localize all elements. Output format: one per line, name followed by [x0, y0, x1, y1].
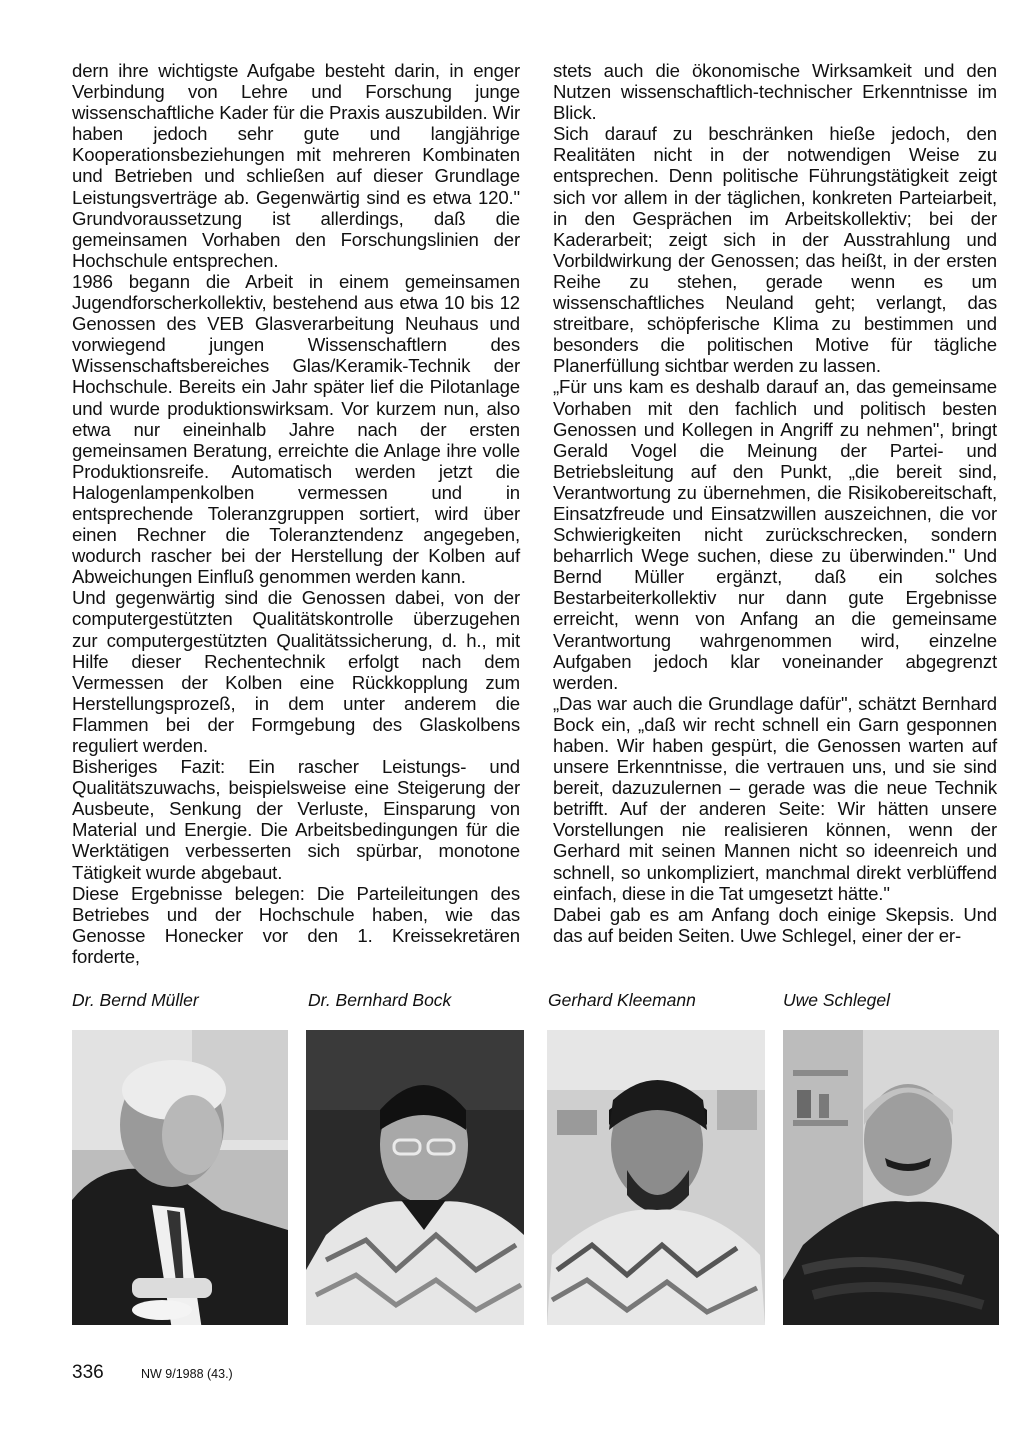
page-number: 336 — [72, 1362, 104, 1383]
portrait-caption: Gerhard Kleemann — [548, 990, 696, 1010]
left-text-column — [72, 60, 520, 967]
portrait-photo — [547, 1030, 765, 1325]
paragraph: 1986 begann die Arbeit in einem gemeinsamen Jugendforscherkollektiv, bestehend aus etwa 10 bis 12 Genossen des VEB Glasverarbeitung Neuhaus und vorwiegend jungen Wissenschaftlern des Wissenschaftsbereiches Glas/Keramik-Technik der Hochschule. Bereits ein Jahr später lief die Pilotanlage und wurde produktionswirksam. Vor kurzem nun, also etwa nur eineinhalb Jahre nach der ersten gemeinsamen Beratung, erreichte die Anlage ihre volle Produktionsreife. Automatisch werden jetzt die Halogenlampenkolben vermessen und in entsprechende Toleranzgruppen sortiert, wird über einen Rechner die Toleranztendenz angegeben, wodurch rascher bei der Herstellung der Kolben auf Abweichungen Einfluß genommen werden kann. — [72, 270, 520, 588]
portrait-photo — [306, 1030, 524, 1325]
portrait-photo — [72, 1030, 288, 1325]
paragraph: Dabei gab es am Anfang doch einige Skepsis. Und das auf beiden Seiten. Uwe Schlegel, einer der er- — [553, 903, 997, 946]
paragraph: „Das war auch die Grundlage dafür", schätzt Bernhard Bock ein, „daß wir recht schnell ein Garn gesponnen haben. Wir haben gespürt, die Genossen warten auf unsere Erkenntnisse, die vertrauen uns, und sie sind bereit, dazuzulernen – gerade was die neue Technik betrifft. Auf der anderen Seite: Wir hätten unsere Vorstellungen nie realisieren können, wenn der Gerhard mit seinen Mannen nicht so ideenreich und schnell, so unkompliziert, manchmal direkt verblüffend einfach, diese in die Tat umgesetzt hätte." — [553, 692, 997, 904]
paragraph: Bisheriges Fazit: Ein rascher Leistungs- und Qualitätszuwachs, beispielsweise eine Steigerung der Ausbeute, Senkung der Verluste, Einsparung von Material und Energie. Die Arbeitsbedingungen für die Werktätigen verbesserten sich spürbar, monotone Tätigkeit wurde abgebaut. — [72, 756, 520, 883]
paragraph: Diese Ergebnisse belegen: Die Parteileitungen des Betriebes und der Hochschule haben, wie das Genosse Honecker vor den 1. Kreissekretären forderte, — [72, 882, 520, 967]
paragraph: dern ihre wichtigste Aufgabe besteht darin, in enger Verbindung von Lehre und Forschung junge wissenschaftliche Kader für die Praxis auszubilden. Wir haben jedoch sehr gute und langjährige Kooperationsbeziehungen mit mehreren Kombinaten und Betrieben und schließen auf dieser Grundlage Leistungsverträge ab. Gegenwärtig sind es etwa 120." Grundvoraussetzung ist allerdings, daß die gemeinsamen Vorhaben den Forschungslinien der Hochschule entsprechen. — [72, 60, 520, 271]
paragraph: Und gegenwärtig sind die Genossen dabei, von der computergestützten Qualitätskontrolle überzugehen zur computergestützten Qualitätssicherung, d. h., mit Hilfe dieser Rechentechnik erfolgt nach dem Vermessen der Kolben eine Rückkopplung zum Herstellungsprozeß, in dem unter anderem die Flammen bei der Formgebung des Glaskolbens reguliert werden. — [72, 587, 520, 756]
portrait-caption: Dr. Bernhard Bock — [308, 990, 452, 1010]
portrait-caption: Uwe Schlegel — [783, 990, 890, 1010]
portrait-caption: Dr. Bernd Müller — [72, 990, 199, 1010]
issue-label: NW 9/1988 (43.) — [141, 1367, 233, 1381]
paragraph: Sich darauf zu beschränken hieße jedoch, den Realitäten nicht in der notwendigen Weise zu entsprechen. Denn politische Führungstätigkeit zeigt sich vor allem in der täglichen, konkreten Parteiarbeit, in den Gesprächen im Arbeitskollektiv; bei der Kaderarbeit; zeigt sich in der Ausstrahlung und Vorbildwirkung der Genossen; das heißt, in der ersten Reihe zu stehen, gerade wenn es um wissenschaftliches Neuland geht; verlangt, das streitbare, schöpferische Klima zu bestimmen und besonders die politischen Motive für tägliche Planerfüllung sichtbar werden zu lassen. — [553, 123, 997, 377]
right-text-column — [553, 60, 997, 946]
portrait-photo — [783, 1030, 999, 1325]
paragraph: „Für uns kam es deshalb darauf an, das gemeinsame Vorhaben mit den fachlich und politisch besten Genossen und Kollegen in Angriff zu nehmen", bringt Gerald Vogel die Meinung der Partei- und Betriebsleitung auf den Punkt, „die bereit sind, Verantwortung zu übernehmen, die Risikobereitschaft, Einsatzfreude und Einsatzwillen auszeichnen, die vor Schwierigkeiten nicht zurückschrecken, sondern beharrlich Wege suchen, diese zu überwinden." Und Bernd Müller ergänzt, daß ein solches Bestarbeiterkollektiv nur dann gute Ergebnisse erreicht, wenn von Anfang an die gemeinsame Verantwortung wahrgenommen wird, einzelne Aufgaben jedoch klar voneinander abgegrenzt werden. — [553, 376, 997, 693]
paragraph: stets auch die ökonomische Wirksamkeit und den Nutzen wissenschaftlich-technischer Erkenntnisse im Blick. — [553, 60, 997, 124]
